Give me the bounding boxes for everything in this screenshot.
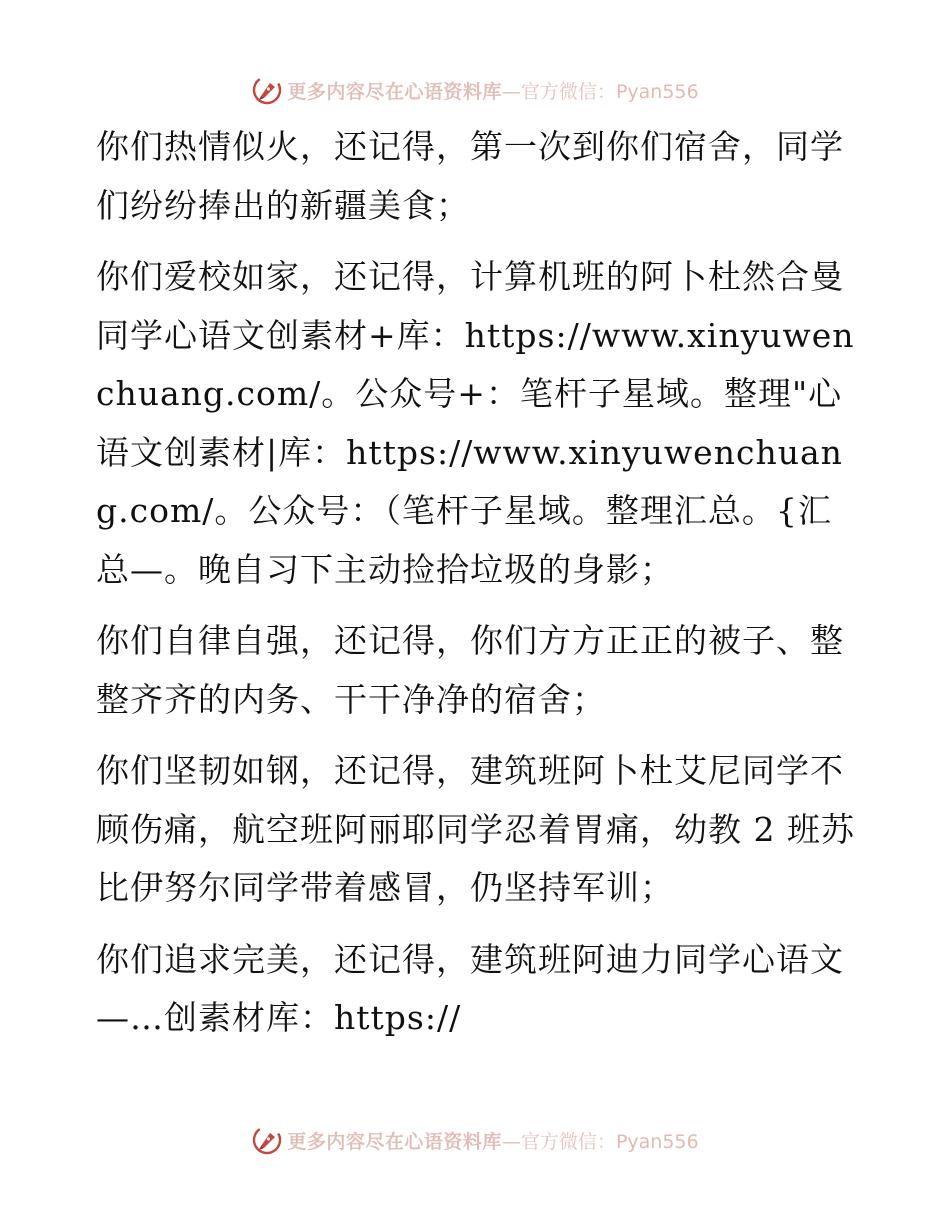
paragraph-3: 你们自律自强，还记得，你们方方正正的被子、整整齐齐的内务、干干净净的宿舍； — [96, 621, 844, 719]
pen-nib-logo-icon — [251, 74, 283, 106]
banner-official-label: 官方微信： — [520, 80, 616, 103]
header-watermark-banner — [0, 70, 950, 110]
footer-watermark-banner — [0, 1120, 950, 1160]
banner-main-text: 更多内容尽在心语资料库 — [287, 1130, 502, 1153]
paragraph-2: 你们爱校如家，还记得，计算机班的阿卜杜然合曼同学心语文创素材+库：https://www.xinyuwenchuang.com/。公众号+：笔杆子星域。整理"心语文创素材|库：https://www.xinyuwenchuang.com/。公众号：（笔杆子星域。整理汇总。{汇总—。晚自习下主动捡拾垃圾的身影； — [96, 257, 855, 589]
paragraph-4: 你们坚韧如钢，还记得，建筑班阿卜杜艾尼同学不顾伤痛，航空班阿丽耶同学忍着胃痛，幼教 2 班苏比伊努尔同学带着感冒，仍坚持军训； — [96, 751, 855, 907]
banner-wechat-id: Pyan556 — [615, 80, 699, 103]
banner-separator: — — [501, 80, 521, 103]
paragraph-1: 你们热情似火，还记得，第一次到你们宿舍，同学们纷纷捧出的新疆美食； — [96, 127, 844, 225]
banner-wechat-id: Pyan556 — [615, 1130, 699, 1153]
paragraph-5: 你们追求完美，还记得，建筑班阿迪力同学心语文—…创素材库：https:// — [96, 939, 844, 1037]
pen-nib-logo-icon — [251, 1124, 283, 1156]
banner-separator: — — [501, 1130, 521, 1153]
banner-main-text: 更多内容尽在心语资料库 — [287, 80, 502, 103]
document-body — [96, 118, 856, 1048]
banner-official-label: 官方微信： — [520, 1130, 616, 1153]
